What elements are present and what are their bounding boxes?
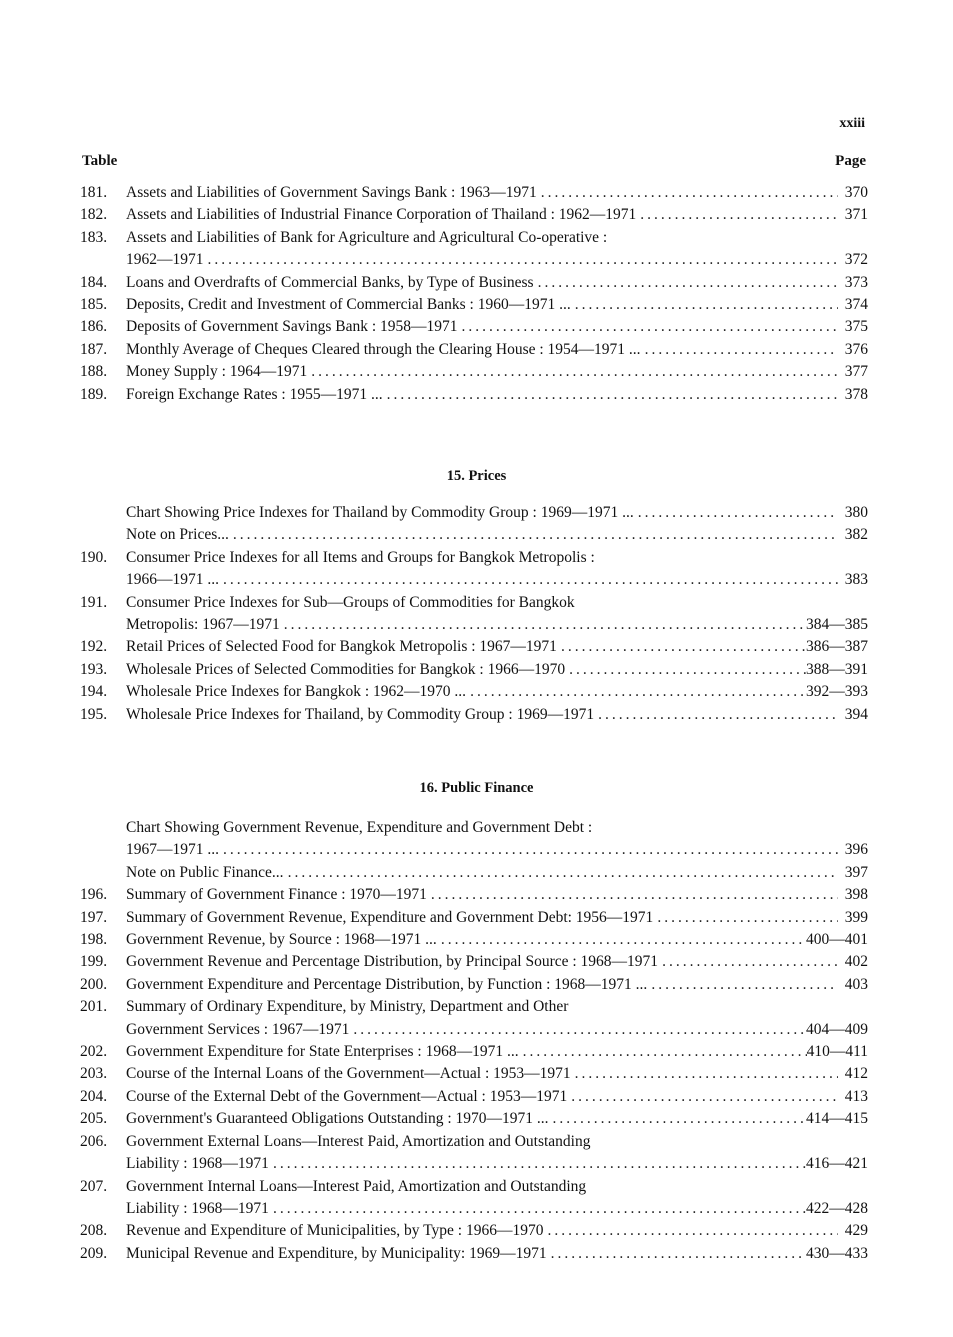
entry-line (126, 1019, 868, 1041)
page-reference: 386—387 (806, 638, 868, 656)
toc-entry (80, 272, 868, 294)
table-number: 200. (80, 975, 108, 993)
table-number: 185. (80, 296, 108, 314)
entry-line (126, 929, 868, 951)
entry-title: Government Expenditure and Percentage Distribution, by Function : 1968—1971 ... (126, 975, 648, 993)
entry-title: Deposits, Credit and Investment of Commercial Banks : 1960—1971 ... (126, 296, 571, 314)
entry-body (126, 361, 868, 383)
entry-title: Course of the External Debt of the Government—Actual : 1953—1971 (126, 1087, 568, 1105)
entry-title: Note on Public Finance... (126, 863, 284, 881)
table-number: 182. (80, 206, 108, 224)
dot-leader (219, 839, 838, 861)
entry-body (126, 704, 868, 726)
entry-title: Revenue and Expenditure of Municipalities, by Type : 1966—1970 (126, 1222, 544, 1240)
dot-leader (204, 249, 839, 271)
table-number: 197. (80, 908, 108, 926)
page-reference: 375 (844, 318, 868, 336)
entry-body (126, 547, 868, 592)
dot-leader (280, 614, 806, 636)
entry-line (126, 704, 868, 726)
dot-leader (634, 502, 838, 524)
entry-line (126, 1063, 868, 1085)
entry-line (126, 294, 868, 316)
dot-leader (594, 704, 838, 726)
toc-entry (80, 681, 868, 703)
page-reference: 376 (844, 340, 868, 358)
table-number: 186. (80, 318, 108, 336)
toc-entry (80, 929, 868, 951)
section-title-prices: 15. Prices (446, 468, 507, 484)
entry-body (126, 592, 868, 637)
toc-entry (80, 592, 868, 637)
page-reference: 413 (844, 1087, 868, 1105)
page-reference: 380 (844, 504, 868, 521)
entry-body (126, 862, 868, 884)
section-title-public-finance: 16. Public Finance (419, 780, 534, 796)
dot-leader (437, 929, 806, 951)
page-reference: 410—411 (806, 1043, 868, 1061)
entry-title: Course of the Internal Loans of the Government—Actual : 1953—1971 (126, 1065, 571, 1083)
dot-leader (284, 862, 838, 884)
entry-line (126, 681, 868, 703)
entry-title: Assets and Liabilities of Government Savings Bank : 1963—1971 (126, 184, 537, 201)
table-number: 183. (80, 228, 108, 246)
toc-entry (80, 1243, 868, 1265)
entry-body (126, 817, 868, 862)
dot-leader (543, 1220, 838, 1242)
entry-line (126, 502, 868, 524)
page-reference: 416—421 (806, 1155, 868, 1173)
dot-leader (653, 907, 838, 929)
table-number: 208. (80, 1222, 108, 1240)
entry-title: Government Internal Loans—Interest Paid, Amortization and Outstanding (126, 1177, 587, 1195)
entry-body (126, 1108, 868, 1130)
page-reference: 383 (844, 571, 868, 589)
toc-entry (80, 1176, 868, 1221)
entry-body (126, 1176, 868, 1221)
entry-line (126, 659, 868, 681)
dot-leader (565, 659, 806, 681)
page-reference: 388—391 (806, 660, 868, 678)
toc-entry (80, 1041, 868, 1063)
entry-line (126, 316, 868, 338)
page-reference: 371 (844, 206, 868, 224)
entry-line (126, 1176, 868, 1198)
dot-leader (549, 1108, 806, 1130)
page-reference: 396 (844, 841, 868, 859)
entry-line (126, 272, 868, 294)
toc-entry (80, 1086, 868, 1108)
entry-title: Foreign Exchange Rates : 1955—1971 ... (126, 385, 383, 403)
dot-leader (571, 1063, 838, 1085)
entry-title: Municipal Revenue and Expenditure, by Municipality: 1969—1971 (126, 1244, 547, 1262)
toc-entry (80, 1220, 868, 1242)
entry-title: Government's Guaranteed Obligations Outstanding : 1970—1971 ... (126, 1110, 549, 1128)
toc-entry (80, 339, 868, 361)
entry-title: Summary of Government Finance : 1970—1971 (126, 886, 427, 904)
entry-line (126, 1108, 868, 1130)
dot-leader (219, 569, 838, 591)
toc-entry (80, 502, 868, 524)
dot-leader (641, 339, 838, 361)
entry-title: Loans and Overdrafts of Commercial Banks, by Type of Business (126, 273, 534, 291)
entry-title: Chart Showing Government Revenue, Expenditure and Government Debt : (126, 819, 593, 836)
table-number: 207. (80, 1177, 108, 1195)
entry-body (126, 1220, 868, 1242)
page-reference: 412 (844, 1065, 868, 1083)
entry-line (126, 249, 868, 271)
dot-leader (567, 1086, 838, 1108)
toc-entry (80, 974, 868, 996)
page-reference: 377 (844, 363, 868, 381)
table-number: 199. (80, 953, 108, 971)
dot-leader (647, 974, 838, 996)
entry-title: Liability : 1968—1971 (126, 1155, 269, 1173)
page-reference: 429 (844, 1222, 868, 1240)
entry-title: Government External Loans—Interest Paid, Amortization and Outstanding (126, 1132, 591, 1150)
toc-entry (80, 704, 868, 726)
entry-line (126, 1198, 868, 1220)
entry-title: Wholesale Prices of Selected Commodities for Bangkok : 1966—1970 (126, 660, 566, 678)
page-reference: 373 (844, 273, 868, 291)
entry-line (126, 339, 868, 361)
entry-body (126, 907, 868, 929)
toc-entry (80, 316, 868, 338)
table-number: 191. (80, 593, 108, 611)
dot-leader (547, 1243, 806, 1265)
table-column-header: Table (82, 153, 118, 169)
entry-body (126, 951, 868, 973)
entry-title: Summary of Government Revenue, Expenditure and Government Debt: 1956—1971 (126, 908, 654, 926)
entry-line (126, 1041, 868, 1063)
entry-body (126, 974, 868, 996)
table-number: 194. (80, 683, 108, 701)
page-reference: 422—428 (806, 1199, 868, 1217)
page-reference: 403 (844, 975, 868, 993)
entry-line (126, 592, 868, 614)
entry-body (126, 1131, 868, 1176)
toc-entry (80, 361, 868, 383)
entry-body (126, 681, 868, 703)
entry-title: Summary of Ordinary Expenditure, by Ministry, Department and Other (126, 998, 569, 1016)
entry-title: Assets and Liabilities of Industrial Finance Corporation of Thailand : 1962—1971 (126, 206, 637, 224)
page-reference: 399 (844, 908, 868, 926)
entry-line (126, 1243, 868, 1265)
section-banking-entries (80, 182, 868, 406)
entry-title: Wholesale Price Indexes for Thailand, by Commodity Group : 1969—1971 (126, 705, 595, 723)
entry-body (126, 996, 868, 1041)
entry-title: Government Revenue, by Source : 1968—1971 ... (126, 931, 437, 949)
entry-body (126, 182, 868, 204)
entry-title: Money Supply : 1964—1971 (126, 363, 308, 381)
page-reference: 397 (844, 863, 868, 881)
toc-entry (80, 1131, 868, 1176)
table-number: 203. (80, 1065, 108, 1083)
dot-leader (537, 182, 838, 204)
dot-leader (557, 636, 806, 658)
page-number: xxiii (839, 116, 865, 131)
section-public-finance-entries (80, 817, 868, 1265)
table-number: 202. (80, 1043, 108, 1061)
entry-line (126, 1131, 868, 1153)
dot-leader (636, 204, 838, 226)
toc-entry (80, 862, 868, 884)
table-number: 196. (80, 886, 108, 904)
toc-entry (80, 817, 868, 862)
dot-leader (229, 524, 838, 546)
entry-body (126, 384, 868, 406)
entry-line (126, 524, 868, 546)
table-number: 189. (80, 385, 108, 403)
entry-line (126, 384, 868, 406)
page-reference: 382 (844, 526, 868, 544)
entry-line (126, 361, 868, 383)
entry-body (126, 929, 868, 951)
table-number: 187. (80, 340, 108, 358)
table-number: 205. (80, 1110, 108, 1128)
page-reference: 400—401 (806, 931, 868, 949)
table-number: 209. (80, 1244, 108, 1262)
entry-body (126, 1243, 868, 1265)
table-number: 195. (80, 705, 108, 723)
toc-entry (80, 1108, 868, 1130)
entry-line (126, 227, 868, 249)
entry-line (126, 817, 868, 839)
table-number: 181. (80, 184, 108, 201)
toc-entry (80, 227, 868, 272)
entry-body (126, 636, 868, 658)
toc-entry (80, 951, 868, 973)
entry-line (126, 204, 868, 226)
entry-title: Chart Showing Price Indexes for Thailand by Commodity Group : 1969—1971 ... (126, 504, 634, 521)
page-reference: 394 (844, 705, 868, 723)
dot-leader (349, 1019, 806, 1041)
page-reference: 430—433 (806, 1244, 868, 1262)
entry-body (126, 1063, 868, 1085)
toc-entry (80, 636, 868, 658)
dot-leader (307, 361, 838, 383)
section-prices-entries (80, 502, 868, 726)
entry-line (126, 839, 868, 861)
entry-title: Deposits of Government Savings Bank : 1958—1971 (126, 318, 458, 336)
entry-body (126, 272, 868, 294)
entry-body (126, 339, 868, 361)
toc-entry (80, 204, 868, 226)
entry-line (126, 1153, 868, 1175)
entry-body (126, 204, 868, 226)
toc-entry (80, 547, 868, 592)
entry-body (126, 502, 868, 524)
entry-line (126, 636, 868, 658)
entry-title: 1967—1971 ... (126, 841, 219, 859)
page-reference: 374 (844, 296, 868, 314)
table-number: 204. (80, 1087, 108, 1105)
table-number: 193. (80, 660, 108, 678)
entry-title: Government Services : 1967—1971 (126, 1020, 350, 1038)
entry-body (126, 227, 868, 272)
entry-title: Liability : 1968—1971 (126, 1199, 269, 1217)
toc-entry (80, 182, 868, 204)
entry-body (126, 1086, 868, 1108)
page-reference: 398 (844, 886, 868, 904)
entry-body (126, 884, 868, 906)
table-number: 188. (80, 363, 108, 381)
page-column-header: Page (835, 153, 866, 169)
toc-entry (80, 294, 868, 316)
page-reference: 392—393 (806, 683, 868, 701)
entry-title: Consumer Price Indexes for Sub—Groups of Commodities for Bangkok (126, 593, 575, 611)
dot-leader (658, 951, 838, 973)
entry-body (126, 524, 868, 546)
entry-title: Retail Prices of Selected Food for Bangkok Metropolis : 1967—1971 (126, 638, 557, 656)
entry-line (126, 907, 868, 929)
page-reference: 372 (844, 251, 868, 269)
dot-leader (571, 294, 838, 316)
toc-entry (80, 1063, 868, 1085)
entry-line (126, 996, 868, 1018)
table-number: 190. (80, 548, 108, 566)
table-number: 192. (80, 638, 108, 656)
entry-body (126, 659, 868, 681)
entry-title: Monthly Average of Cheques Cleared through the Clearing House : 1954—1971 ... (126, 340, 641, 358)
entry-title: Note on Prices... (126, 526, 229, 544)
table-number: 184. (80, 273, 108, 291)
dot-leader (519, 1041, 807, 1063)
dot-leader (534, 272, 838, 294)
page-reference: 384—385 (806, 616, 868, 634)
entry-line (126, 862, 868, 884)
dot-leader (269, 1198, 806, 1220)
table-number: 206. (80, 1132, 108, 1150)
entry-line (126, 182, 868, 204)
dot-leader (383, 384, 838, 406)
page-reference: 414—415 (806, 1110, 868, 1128)
entry-title: Government Revenue and Percentage Distribution, by Principal Source : 1968—1971 (126, 953, 659, 971)
dot-leader (466, 681, 806, 703)
page-reference: 402 (844, 953, 868, 971)
entry-line (126, 569, 868, 591)
toc-entry (80, 384, 868, 406)
table-number: 201. (80, 998, 108, 1016)
entry-line (126, 547, 868, 569)
entry-line (126, 974, 868, 996)
entry-title: 1966—1971 ... (126, 571, 219, 589)
entry-line (126, 1086, 868, 1108)
page-reference: 378 (844, 385, 868, 403)
entry-body (126, 1041, 868, 1063)
entry-title: Metropolis: 1967—1971 (126, 616, 280, 634)
toc-entry (80, 884, 868, 906)
entry-body (126, 316, 868, 338)
table-number: 198. (80, 931, 108, 949)
toc-entry (80, 659, 868, 681)
entry-line (126, 951, 868, 973)
toc-entry (80, 907, 868, 929)
entry-title: Wholesale Price Indexes for Bangkok : 1962—1970 ... (126, 683, 467, 701)
entry-title: Assets and Liabilities of Bank for Agriculture and Agricultural Co-operative : (126, 228, 608, 246)
entry-line (126, 1220, 868, 1242)
entry-line (126, 884, 868, 906)
entry-title: 1962—1971 (126, 251, 204, 269)
entry-title: Consumer Price Indexes for all Items and Groups for Bangkok Metropolis : (126, 548, 595, 566)
page-reference: 404—409 (806, 1020, 868, 1038)
entry-body (126, 294, 868, 316)
toc-entry (80, 524, 868, 546)
entry-title: Government Expenditure for State Enterprises : 1968—1971 ... (126, 1043, 519, 1061)
page-reference: 370 (844, 184, 868, 201)
dot-leader (269, 1153, 806, 1175)
entry-line (126, 614, 868, 636)
dot-leader (427, 884, 838, 906)
toc-entry (80, 996, 868, 1041)
dot-leader (458, 316, 838, 338)
